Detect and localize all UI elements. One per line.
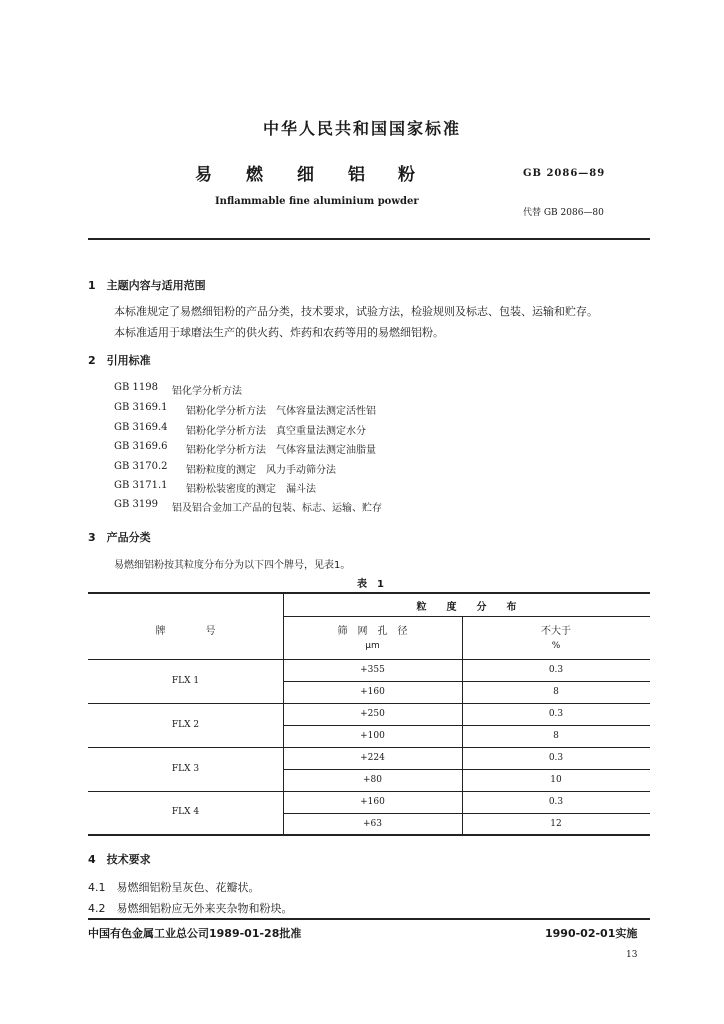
ref-title: 铝化学分析方法 <box>172 386 242 397</box>
ref-code: GB 3169.4 <box>114 422 168 433</box>
max-value: 12 <box>550 819 562 829</box>
table-caption: 表 1 <box>357 579 384 590</box>
table-inner-rule <box>283 681 650 682</box>
max-value: 8 <box>553 687 559 697</box>
english-title: Inflammable fine aluminium powder <box>215 196 419 207</box>
col-header-grade: 牌 号 <box>155 626 216 637</box>
max-value: 8 <box>553 731 559 741</box>
title-char-4: 铝 <box>348 165 365 185</box>
national-standard-title: 中华人民共和国国家标准 <box>262 119 461 138</box>
header-divider <box>88 238 650 240</box>
title-char-2: 燃 <box>246 165 263 185</box>
ref-title: 铝粉化学分析方法 气体容量法测定活性铝 <box>186 406 376 417</box>
grade-distribution-table <box>88 592 650 835</box>
max-value: 0.3 <box>548 797 564 807</box>
ref-code: GB 3170.2 <box>114 461 168 472</box>
col-header-max: 不大于 <box>541 626 571 637</box>
table-group-rule <box>88 703 650 704</box>
ref-code: GB 3169.1 <box>114 402 168 413</box>
table-group-rule <box>88 791 650 792</box>
replaces-standard: 代替 GB 2086—80 <box>523 208 604 218</box>
table-inner-rule <box>283 725 650 726</box>
title-char-3: 细 <box>297 165 314 185</box>
ref-title: 铝粉化学分析方法 气体容量法测定油脂量 <box>186 445 376 456</box>
title-char-5: 粉 <box>398 165 415 185</box>
approval-line: 中国有色金属工业总公司1989-01-28批准 <box>88 927 302 940</box>
mesh-value: +355 <box>360 665 385 675</box>
grade-label: FLX 4 <box>171 807 200 817</box>
max-value: 0.3 <box>548 665 564 675</box>
max-value: 0.3 <box>548 753 564 763</box>
section-4-item-2: 4.2 易燃细铝粉应无外来夹杂物和粉块。 <box>88 902 293 915</box>
table-header-subrule <box>283 616 650 617</box>
table-bottom-rule <box>88 834 650 836</box>
ref-code: GB 3199 <box>114 499 158 510</box>
section-3-heading: 3 产品分类 <box>88 531 151 544</box>
section-1-para-1: 本标准规定了易燃细铝粉的产品分类，技术要求，试验方法，检验规则及标志、包装、运输和贮存。 <box>114 305 598 318</box>
mesh-value: +160 <box>360 687 385 697</box>
table-inner-rule <box>283 813 650 814</box>
section-4-item-1: 4.1 易燃细铝粉呈灰色、花瓣状。 <box>88 881 260 894</box>
section-4-heading: 4 技术要求 <box>88 853 151 866</box>
table-group-rule <box>88 747 650 748</box>
table-header-rule <box>88 659 650 660</box>
grade-label: FLX 2 <box>171 720 200 730</box>
max-value: 10 <box>550 775 562 785</box>
mesh-value: +250 <box>360 709 385 719</box>
grade-label: FLX 1 <box>171 676 200 686</box>
ref-title: 铝粉化学分析方法 真空重量法测定水分 <box>186 426 366 437</box>
mesh-value: +80 <box>363 775 382 785</box>
section-3-para: 易燃细铝粉按其粒度分布分为以下四个牌号，见表1。 <box>114 560 351 571</box>
ref-title: 铝粉松装密度的测定 漏斗法 <box>186 484 316 495</box>
ref-title: 铝及铝合金加工产品的包装、标志、运输、贮存 <box>172 503 382 514</box>
mesh-value: +63 <box>363 819 382 829</box>
col-header-max-unit: % <box>551 641 561 651</box>
ref-code: GB 1198 <box>114 382 158 393</box>
col-header-distribution: 粒 度 分 布 <box>416 602 517 613</box>
mesh-value: +160 <box>360 797 385 807</box>
section-1-para-2: 本标准适用于球磨法生产的供火药、炸药和农药等用的易燃细铝粉。 <box>114 326 444 339</box>
grade-label: FLX 3 <box>171 764 200 774</box>
title-char-1: 易 <box>195 165 212 185</box>
ref-title: 铝粉粒度的测定 风力手动筛分法 <box>186 465 336 476</box>
section-1-heading: 1 主题内容与适用范围 <box>88 279 206 292</box>
col-header-mesh: 筛 网 孔 径 <box>337 626 408 637</box>
standard-number: GB 2086—89 <box>523 168 606 179</box>
implementation-date: 1990-02-01实施 <box>545 927 638 940</box>
table-inner-rule <box>283 769 650 770</box>
footer-divider <box>88 918 650 920</box>
mesh-value: +224 <box>360 753 385 763</box>
page-number: 13 <box>626 950 638 960</box>
ref-code: GB 3171.1 <box>114 480 168 491</box>
table-top-rule <box>88 592 650 594</box>
max-value: 0.3 <box>548 709 564 719</box>
col-header-mesh-unit: μm <box>365 641 380 651</box>
ref-code: GB 3169.6 <box>114 441 168 452</box>
mesh-value: +100 <box>360 731 385 741</box>
section-2-heading: 2 引用标准 <box>88 354 151 367</box>
